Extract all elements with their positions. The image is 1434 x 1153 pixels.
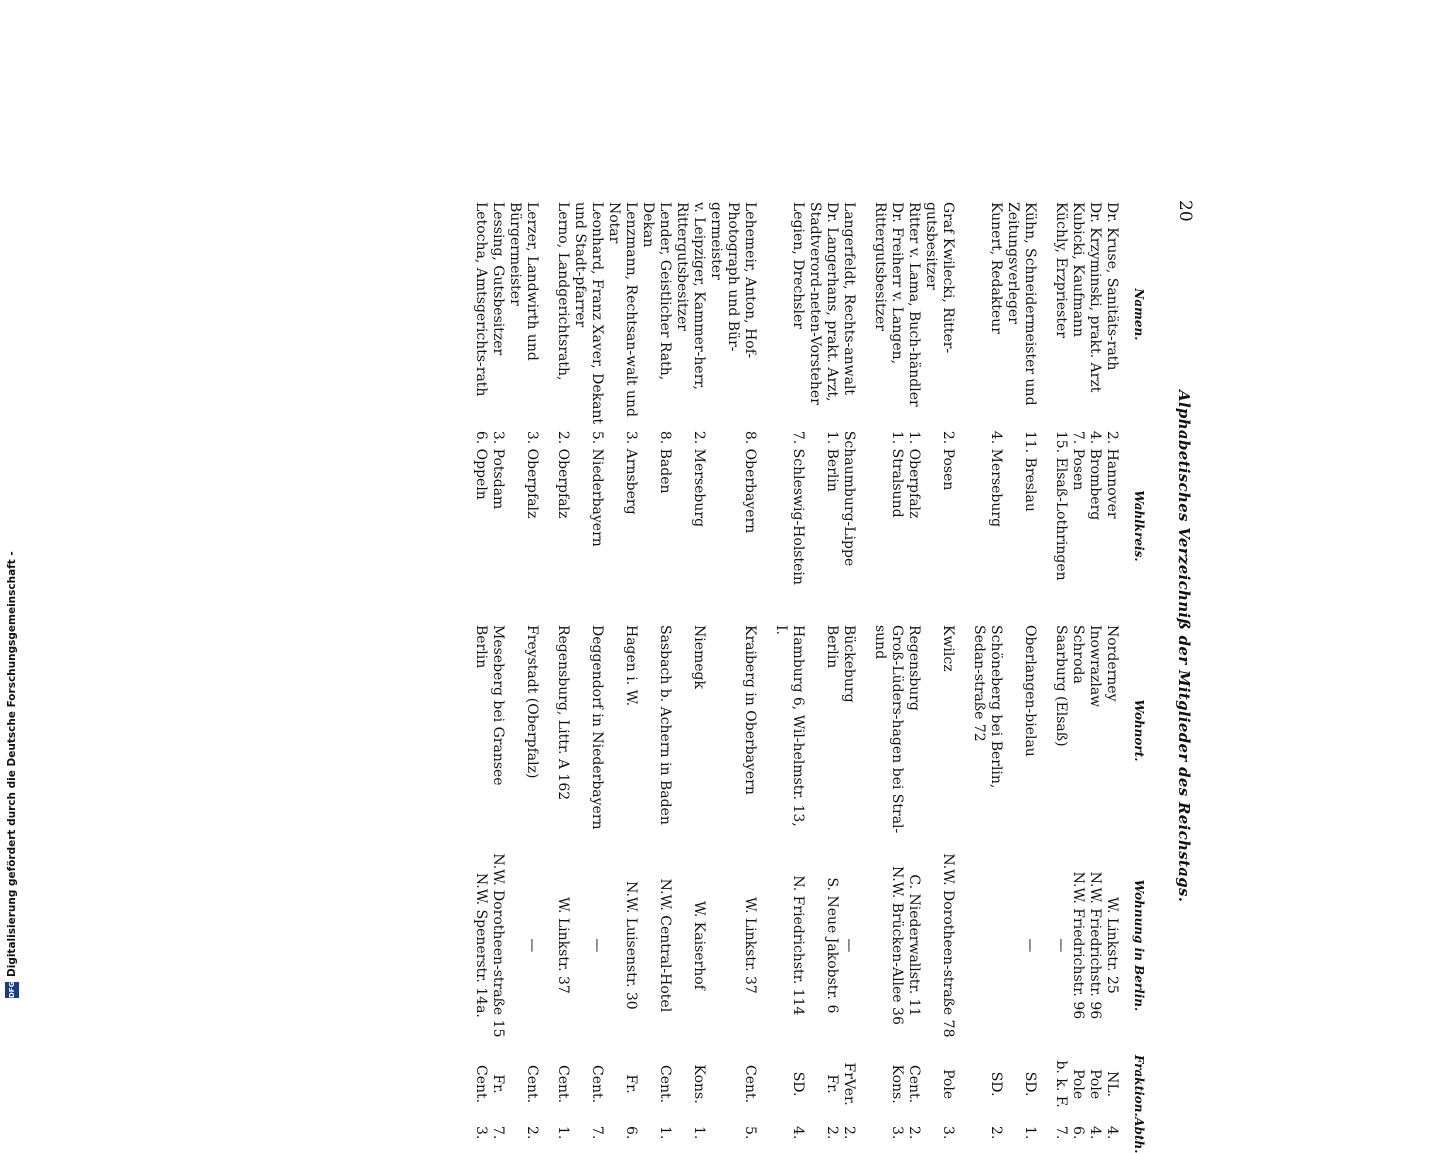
member-name-cell: Graf Kwilecki, Ritter-gutsbesitzer bbox=[923, 202, 956, 354]
member-name-cell: Kubicki, Kaufmann bbox=[1070, 202, 1086, 337]
abtheilung-cell: 6. bbox=[1070, 1125, 1086, 1140]
fraktion-cell: Cent. bbox=[657, 1065, 673, 1104]
table-row bbox=[871, 200, 905, 1150]
member-name-cell: Lessing, Gutsbesitzer bbox=[490, 202, 506, 356]
wahlkreis-cell: 2. Hannover bbox=[1104, 430, 1120, 519]
fraktion-cell: Kons. bbox=[889, 1064, 905, 1104]
wohnort-cell: Kwilcz bbox=[940, 624, 956, 672]
fraktion-cell: Pole bbox=[940, 1069, 956, 1100]
abtheilung-cell: 1. bbox=[691, 1125, 707, 1140]
abtheilung-cell: 4. bbox=[790, 1125, 806, 1140]
wohnort-cell: Groß-Lüders-hagen bei Stral-sund bbox=[872, 624, 905, 834]
wahlkreis-cell: 5. Niederbayern bbox=[589, 430, 605, 547]
member-name-cell: Kunert, Redakteur bbox=[988, 202, 1004, 334]
wahlkreis-cell: 1. Oberpfalz bbox=[906, 430, 922, 519]
footer-credit bbox=[2, 551, 22, 998]
fraktion-cell: Cent. bbox=[589, 1065, 605, 1104]
wohnort-cell: Oberlangen-bielau bbox=[1022, 624, 1038, 757]
abtheilung-cell: 2. bbox=[824, 1125, 840, 1140]
wohnung-berlin-cell: N.W. Central-Hotel bbox=[657, 878, 673, 1013]
member-name-cell: Dr. Freiherr v. Langen, Rittergutsbesitzer bbox=[872, 202, 905, 365]
fraktion-cell: Cent. bbox=[906, 1065, 922, 1104]
wohnung-berlin-cell: N.W. Spenerstr. 14a. bbox=[473, 872, 489, 1018]
wahlkreis-cell: 15. Elsaß-Lothringen bbox=[1053, 430, 1069, 581]
wohnung-berlin-cell bbox=[970, 838, 1004, 1053]
member-name-cell: Lerno, Landgerichtsrath, bbox=[555, 202, 571, 381]
wohnort-cell: Regensburg bbox=[906, 624, 922, 711]
table-row bbox=[1052, 200, 1069, 1150]
wohnung-berlin-cell: N.W. Dorotheen-straße 78 bbox=[940, 853, 956, 1038]
wahlkreis-cell: 11. Breslau bbox=[1022, 430, 1038, 512]
table-row bbox=[1069, 200, 1086, 1150]
table-row bbox=[1103, 200, 1120, 1150]
members-table bbox=[472, 200, 1147, 1153]
wahlkreis-cell: 7. Posen bbox=[1070, 430, 1086, 491]
table-row bbox=[673, 200, 707, 1150]
table-row bbox=[489, 200, 506, 1150]
abtheilung-cell: 5. bbox=[742, 1125, 758, 1140]
dfg-logo: DFG bbox=[5, 982, 19, 998]
fraktion-cell: Cent. bbox=[524, 1065, 540, 1104]
fraktion-cell: FrVer. bbox=[841, 1062, 857, 1106]
fraktion-cell: Cent. bbox=[473, 1065, 489, 1104]
fraktion-cell: Fr. bbox=[824, 1074, 840, 1094]
wohnung-berlin-cell: C. Niederwallstr. 11 bbox=[906, 874, 922, 1017]
wahlkreis-cell: 2. Merseburg bbox=[691, 430, 707, 528]
fraktion-cell: SD. bbox=[790, 1071, 806, 1097]
abtheilung-cell: 6. bbox=[623, 1125, 639, 1140]
fraktion-cell: b. k. F. bbox=[1053, 1060, 1069, 1108]
wahlkreis-cell: 2. Oberpfalz bbox=[555, 430, 571, 519]
table-row bbox=[472, 200, 489, 1150]
abtheilung-cell: 7. bbox=[490, 1125, 506, 1140]
wohnung-berlin-cell: N. Friedrichstr. 114 bbox=[790, 875, 806, 1016]
wohnung-berlin-cell: W. Linkstr. 37 bbox=[555, 897, 571, 994]
wohnort-cell: Berlin bbox=[824, 624, 840, 669]
wohnort-cell: Meseberg bei Gransee bbox=[490, 624, 506, 786]
wohnort-cell: Hamburg 6, Wil-helmstr. 13, I. bbox=[773, 624, 806, 827]
abtheilung-cell: 4. bbox=[1087, 1125, 1103, 1140]
abtheilung-cell: 1. bbox=[657, 1125, 673, 1140]
member-name-cell: Lender, Geistlicher Rath, Dekan bbox=[640, 202, 673, 381]
wohnung-berlin-cell: S. Neue Jakobstr. 6 bbox=[824, 877, 840, 1014]
footer-text: Digitalisierung gefördert durch die Deutsche Forschungsgemeinschaft - bbox=[6, 551, 18, 977]
wahlkreis-cell: 3. Oberpfalz bbox=[524, 430, 540, 519]
wohnung-berlin-cell: W. Kaiserhof bbox=[691, 900, 707, 990]
fraktion-cell: Cent. bbox=[555, 1065, 571, 1104]
member-name-cell: Dr. Langerhans, prakt. Arzt, Stadtverord-neten-Vorsteher bbox=[807, 202, 840, 405]
wohnort-cell: Sasbach b. Achern in Baden bbox=[657, 624, 673, 825]
wohnort-cell: Niemegk bbox=[691, 624, 707, 690]
wohnung-berlin-cell: N.W. Luisenstr. 30 bbox=[623, 881, 639, 1010]
abtheilung-cell: 2. bbox=[524, 1125, 540, 1140]
table-row bbox=[970, 200, 1004, 1150]
wohnort-cell: Schroda bbox=[1070, 624, 1086, 684]
header-abtheilung: Abth. bbox=[1132, 1117, 1146, 1153]
wohnort-cell: Saarburg (Elsaß) bbox=[1053, 624, 1069, 747]
member-name-cell: Lehemeir, Anton, Hof-Photograph und Bür-germeister bbox=[708, 202, 758, 359]
table-row bbox=[806, 200, 840, 1150]
member-name-cell: Letocha, Amtsgerichts-rath bbox=[473, 202, 489, 397]
wahlkreis-cell: 1. Stralsund bbox=[889, 430, 905, 518]
fraktion-cell: Pole bbox=[1070, 1069, 1086, 1100]
table-row bbox=[707, 200, 772, 1150]
wahlkreis-cell: 3. Potsdam bbox=[490, 430, 506, 510]
rotated-page bbox=[265, 200, 1195, 1153]
wohnung-berlin-cell: — bbox=[589, 938, 605, 953]
table-row bbox=[772, 200, 806, 1150]
wohnung-berlin-cell: W. Linkstr. 25 bbox=[1104, 897, 1120, 994]
wohnung-berlin-cell: — bbox=[841, 938, 857, 953]
abtheilung-cell: 4. bbox=[1104, 1125, 1120, 1140]
fraktion-cell: SD. bbox=[1022, 1071, 1038, 1097]
member-name-cell: Kühn, Schneidermeister und Zeitungsverleger bbox=[1005, 202, 1038, 406]
table-row bbox=[1086, 200, 1103, 1150]
fraktion-cell: NL. bbox=[1104, 1071, 1120, 1098]
wohnung-berlin-cell: N.W. Friedrichstr. 96 bbox=[1087, 871, 1103, 1020]
abtheilung-cell: 2. bbox=[906, 1125, 922, 1140]
wohnung-berlin-cell: N.W. Dorotheen-straße 15 bbox=[490, 853, 506, 1038]
abtheilung-cell: 3. bbox=[473, 1125, 489, 1140]
member-name-cell: Lenzmann, Rechtsan-walt und Notar bbox=[606, 202, 639, 417]
page-number: 20 bbox=[1175, 200, 1195, 222]
abtheilung-cell: 7. bbox=[1053, 1125, 1069, 1140]
member-name-cell: Leonhard, Franz Xaver, Dekant und Stadt-pfarrer bbox=[572, 202, 605, 425]
abtheilung-cell: 2. bbox=[841, 1125, 857, 1140]
table-row bbox=[922, 200, 970, 1150]
table-row bbox=[571, 200, 605, 1150]
fraktion-cell: SD. bbox=[988, 1071, 1004, 1097]
page-heading: Alphabetisches Verzeichniß der Mitglieder des Reichstags. bbox=[1175, 390, 1193, 903]
abtheilung-cell: 3. bbox=[940, 1125, 956, 1140]
table-row bbox=[554, 200, 571, 1150]
wahlkreis-cell: 1. Berlin bbox=[824, 430, 840, 492]
fraktion-cell: Kons. bbox=[691, 1064, 707, 1104]
wohnort-cell: Norderney bbox=[1104, 624, 1120, 702]
wahlkreis-cell: 6. Oppeln bbox=[473, 430, 489, 500]
wohnort-cell: Bückeburg bbox=[841, 624, 857, 703]
member-name-cell: v. Leipziger, Kammer-herr, Rittergutsbesitzer bbox=[674, 202, 707, 390]
member-name-cell: Legien, Drechsler bbox=[790, 202, 806, 329]
member-name-cell: Küchly, Erzpriester bbox=[1053, 202, 1069, 338]
member-name-cell: Lerzer, Landwirth und Bürgermeister bbox=[507, 202, 540, 361]
wahlkreis-cell: 4. Bromberg bbox=[1087, 430, 1103, 521]
abtheilung-cell: 2. bbox=[988, 1125, 1004, 1140]
header-fraktion: Fraktion. bbox=[1132, 1054, 1146, 1117]
wohnung-berlin-cell: — bbox=[1022, 938, 1038, 953]
wahlkreis-cell: 3. Arnsberg bbox=[623, 430, 639, 515]
wahlkreis-cell: 8. Baden bbox=[657, 430, 673, 494]
abtheilung-cell: 7. bbox=[589, 1125, 605, 1140]
table-row bbox=[840, 200, 871, 1150]
wohnung-berlin-cell: — bbox=[1053, 938, 1069, 953]
wohnort-cell: Schöneberg bei Berlin, Sedan-straße 72 bbox=[971, 624, 1004, 789]
wohnort-cell: Inowrazlaw bbox=[1087, 624, 1103, 708]
wohnort-cell: Berlin bbox=[473, 624, 489, 669]
header-wohnung-berlin: Wohnung in Berlin. bbox=[1132, 879, 1146, 1012]
member-name-cell: Dr. Krzyminski, prakt. Arzt bbox=[1087, 202, 1103, 393]
fraktion-cell: Fr. bbox=[490, 1074, 506, 1094]
table-row bbox=[639, 200, 673, 1150]
wohnort-cell: Hagen i. W. bbox=[623, 624, 639, 707]
header-wohnort: Wohnort. bbox=[1132, 699, 1146, 762]
header-wahlkreis: Wahlkreis. bbox=[1132, 490, 1146, 562]
table-row bbox=[1004, 200, 1052, 1150]
member-name-cell: Langerfeldt, Rechts-anwalt bbox=[841, 202, 857, 396]
table-row bbox=[905, 200, 922, 1150]
abtheilung-cell: 1. bbox=[1022, 1125, 1038, 1140]
wohnort-cell: Deggendorf in Niederbayern bbox=[589, 624, 605, 830]
member-name-cell: Dr. Kruse, Sanitäts-rath bbox=[1104, 202, 1120, 371]
wohnung-berlin-cell: N.W. Brücken-Allee 36 bbox=[889, 865, 905, 1025]
wohnung-berlin-cell: W. Linkstr. 37 bbox=[742, 897, 758, 994]
fraktion-cell: Pole bbox=[1087, 1069, 1103, 1100]
wohnort-cell: Kraiberg in Oberbayern bbox=[742, 624, 758, 795]
abtheilung-cell: 1. bbox=[555, 1125, 571, 1140]
wohnort-cell: Freystadt (Oberpfalz) bbox=[524, 624, 540, 779]
table-row bbox=[605, 200, 639, 1150]
wahlkreis-cell: 7. Schleswig-Holstein bbox=[790, 430, 806, 585]
wohnung-berlin-cell: N.W. Friedrichstr. 96 bbox=[1070, 871, 1086, 1020]
table-body bbox=[472, 200, 1120, 1150]
wahlkreis-cell: Schaumburg-Lippe bbox=[841, 430, 857, 567]
table-row bbox=[506, 200, 554, 1150]
wohnung-berlin-cell: — bbox=[524, 938, 540, 953]
wahlkreis-cell: 2. Posen bbox=[940, 430, 956, 491]
wahlkreis-cell: 4. Merseburg bbox=[988, 430, 1004, 528]
header-name: Namen. bbox=[1132, 288, 1146, 341]
wahlkreis-cell: 8. Oberbayern bbox=[742, 430, 758, 534]
abtheilung-cell: 3. bbox=[889, 1125, 905, 1140]
wohnort-cell: Regensburg, Littr. A 162 bbox=[555, 624, 571, 801]
fraktion-cell: Fr. bbox=[623, 1074, 639, 1094]
member-name-cell: Ritter v. Lama, Buch-händler bbox=[906, 202, 922, 407]
fraktion-cell: Cent. bbox=[742, 1065, 758, 1104]
table-header-row bbox=[1120, 200, 1147, 1150]
